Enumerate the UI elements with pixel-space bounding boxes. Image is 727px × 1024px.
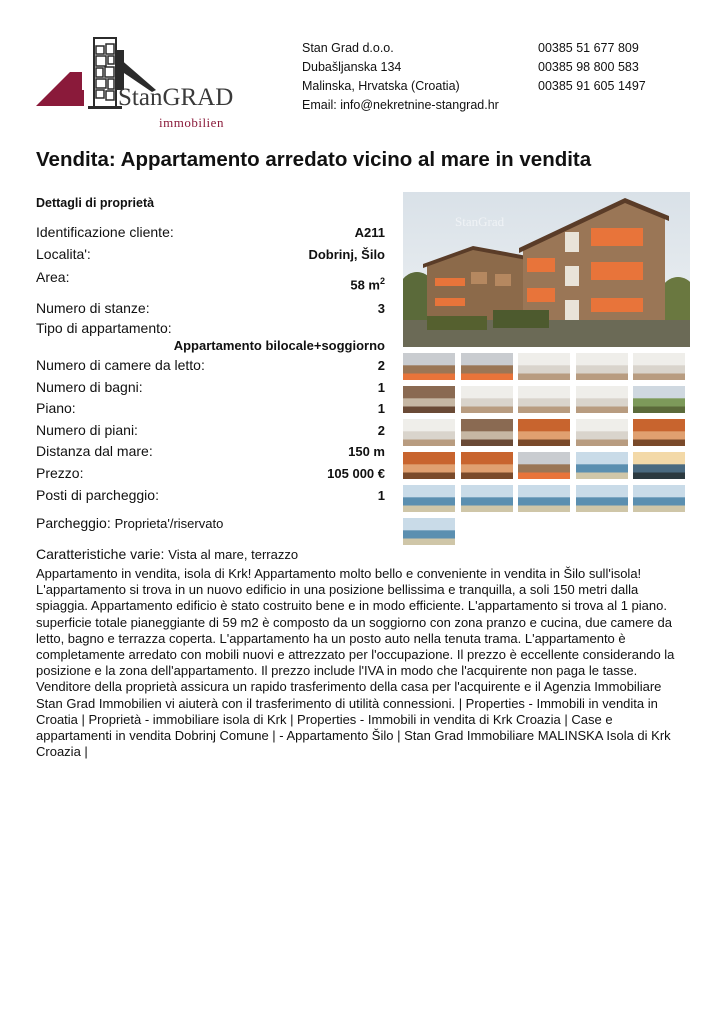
gallery-thumbnail[interactable]	[576, 485, 628, 512]
photo-watermark: StanGrad	[455, 214, 505, 229]
detail-value: Appartamento bilocale+soggiorno	[173, 338, 385, 354]
detail-row-type	[36, 319, 385, 355]
detail-value: 2	[377, 422, 385, 438]
property-description: Appartamento in vendita, isola di Krk! Appartamento molto bello e conveniente in vendita in Šilo sull'isola! L'appartamento si trova in un nuovo edificio in una posizione bellissima e tranquilla, a soli 150 metri dalla spiaggia. Appartamento edificio è stato costruito bene e in modo efficiente. L'appartamento si trova al 1 piano. superficie totale pianeggiante di 59 m2 è composto da un soggiorno con zona pranzo e cucina, due camere da letto, bagno e terrazza coperta. L'appartamento ha un posto auto nella tenuta trama. L'appartamento è completamente arredato con mobili nuovi e attrezzato per l'occupazione. Il prezzo è eccellente considerando la posizione e la zona dell'appartamento. Il prezzo include l'IVA in modo che l'acquirente non paga le tasse. Venditore della proprietà assicura un rapido trasferimento della casa per l'acquirente e il Agenzia Immobiliare Stan Grad Immobilien vi aiuterà con il trasferimento di utilità connessioni. | Properties - Immobili in vendita in Croatia | Proprietà - immobiliare isola di Krk | Properties - Immobili in vendita di Krk Croazia | Case e appartamenti in vendita Dobrinj Comune | - Appartamento Šilo | Stan Grad Immobiliare MALINSKA Isola di Krk Croazia |	[36, 566, 675, 760]
detail-label: Numero di bagni:	[36, 378, 143, 395]
detail-label: Distanza dal mare:	[36, 443, 153, 460]
area-value: 58 m	[350, 277, 380, 293]
phone-number[interactable]: 00385 91 605 1497	[538, 79, 646, 93]
gallery-thumbnail[interactable]	[518, 386, 570, 413]
detail-value: A211	[354, 225, 385, 240]
detail-row-parking-spots	[36, 485, 385, 507]
detail-row-rooms	[36, 298, 385, 320]
detail-value: 2	[377, 358, 385, 374]
gallery-thumbnail[interactable]	[461, 386, 513, 413]
detail-value: 105 000 €	[327, 466, 385, 482]
detail-row-area	[36, 265, 385, 297]
detail-value: 3	[377, 300, 385, 316]
gallery-thumbnail[interactable]	[633, 353, 685, 380]
detail-row-client-id	[36, 222, 385, 244]
detail-label: Prezzo:	[36, 465, 84, 482]
detail-label: Parcheggio:	[36, 515, 111, 532]
gallery-thumbnail[interactable]	[461, 419, 513, 446]
gallery-thumbnail[interactable]	[403, 485, 455, 512]
gallery-thumbnail[interactable]	[403, 386, 455, 413]
company-logo	[36, 34, 246, 132]
gallery-thumbnail[interactable]	[403, 452, 455, 479]
details-section-title: Dettagli di proprietà	[36, 196, 155, 210]
detail-value: Dobrinj, Šilo	[308, 246, 385, 262]
detail-value: 1	[377, 379, 385, 395]
detail-label: Caratteristiche varie:	[36, 546, 165, 563]
detail-value: 150 m	[348, 444, 385, 460]
detail-row-parking	[36, 514, 385, 533]
gallery-thumbnail[interactable]	[576, 386, 628, 413]
main-property-photo[interactable]	[403, 192, 690, 347]
company-address: Dubašljanska 134	[302, 60, 402, 74]
company-city: Malinska, Hrvatska (Croatia)	[302, 79, 460, 93]
gallery-thumbnail[interactable]	[576, 452, 628, 479]
detail-label: Numero di stanze:	[36, 299, 150, 316]
gallery-thumbnail[interactable]	[518, 353, 570, 380]
gallery-thumbnail[interactable]	[576, 419, 628, 446]
detail-row-sea-distance	[36, 441, 385, 463]
gallery-thumbnail[interactable]	[518, 485, 570, 512]
detail-label: Posti di parcheggio:	[36, 486, 159, 503]
gallery-thumbnail[interactable]	[633, 485, 685, 512]
property-details	[36, 196, 385, 564]
detail-value: Vista al mare, terrazzo	[168, 547, 299, 563]
detail-row-bedrooms	[36, 355, 385, 377]
detail-row-features	[36, 545, 385, 564]
gallery-thumbnail[interactable]	[518, 419, 570, 446]
detail-row-price	[36, 463, 385, 485]
gallery-thumbnail[interactable]	[633, 386, 685, 413]
logo-brand-subtext: immobilien	[159, 115, 224, 130]
page-title: Vendita: Appartamento arredato vicino al mare in vendita	[36, 148, 592, 171]
detail-value: 1	[377, 401, 385, 417]
detail-label: Numero di camere da letto:	[36, 357, 205, 374]
gallery-thumbnail[interactable]	[633, 419, 685, 446]
detail-value	[350, 265, 385, 297]
detail-label: Piano:	[36, 400, 76, 417]
gallery-thumbnail[interactable]	[633, 452, 685, 479]
company-email[interactable]: Email: info@nekretnine-stangrad.hr	[302, 98, 499, 112]
detail-label: Numero di piani:	[36, 421, 138, 438]
detail-row-floors	[36, 420, 385, 442]
gallery-thumbnail[interactable]	[461, 485, 513, 512]
apartment-building-image	[403, 192, 690, 347]
company-contact	[302, 39, 499, 115]
detail-value: 1	[377, 487, 385, 503]
detail-label: Area:	[36, 269, 70, 286]
area-unit-superscript: 2	[379, 276, 385, 287]
gallery-thumbnail[interactable]	[403, 419, 455, 446]
detail-row-bathrooms	[36, 377, 385, 399]
phone-number[interactable]: 00385 98 800 583	[538, 60, 639, 74]
detail-label: Localita':	[36, 245, 91, 262]
gallery-thumbnail[interactable]	[576, 353, 628, 380]
phone-number[interactable]: 00385 51 677 809	[538, 41, 639, 55]
gallery-thumbnail[interactable]	[403, 518, 455, 545]
gallery-thumbnail[interactable]	[461, 353, 513, 380]
gallery-thumbnail[interactable]	[461, 452, 513, 479]
gallery-thumbnail[interactable]	[403, 353, 455, 380]
gallery-thumbnail[interactable]	[518, 452, 570, 479]
detail-value: Proprieta'/riservato	[114, 516, 224, 532]
detail-row-floor	[36, 398, 385, 420]
company-phones	[538, 39, 646, 96]
company-name: Stan Grad d.o.o.	[302, 41, 394, 55]
detail-row-location	[36, 244, 385, 266]
detail-label: Identificazione cliente:	[36, 224, 174, 240]
detail-label: Tipo di appartamento:	[36, 320, 172, 337]
logo-brand-text: StanGRAD	[118, 84, 234, 111]
